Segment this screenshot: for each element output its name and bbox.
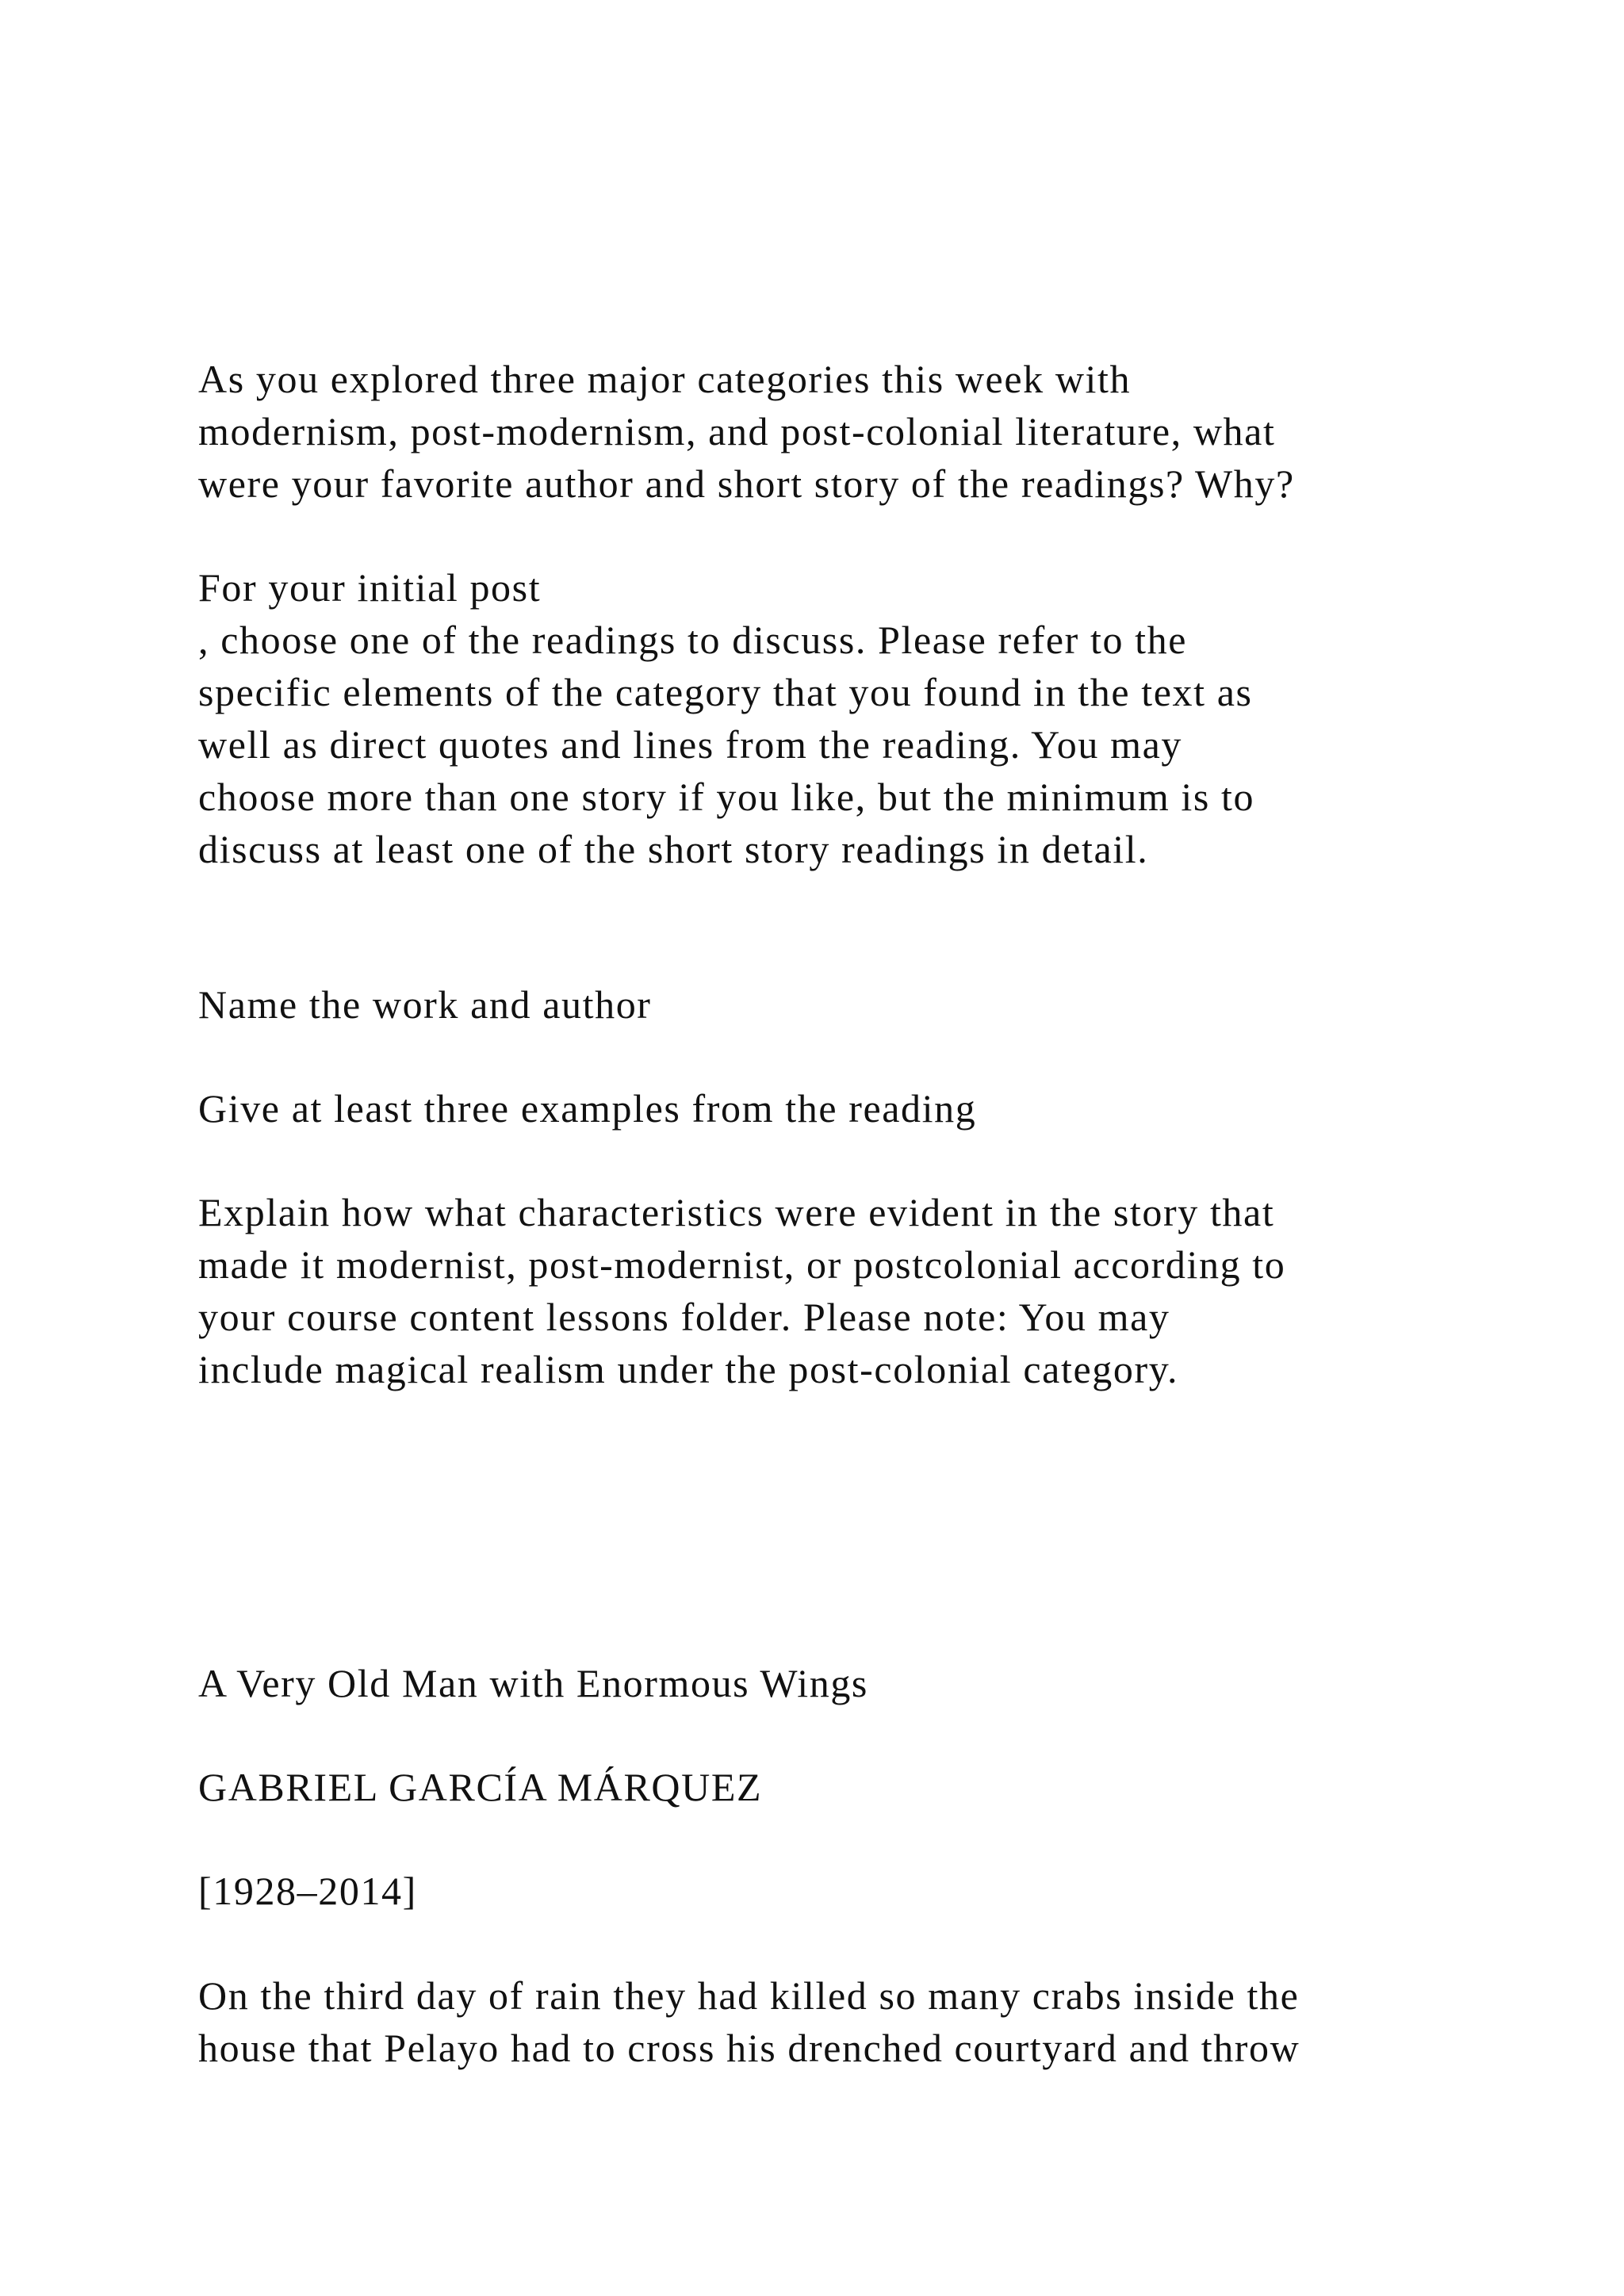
intro-line-3: were your favorite author and short story of the readings? Why? [198, 461, 1295, 506]
requirement-explain-line-3: your course content lessons folder. Please note: You may [198, 1295, 1170, 1339]
requirement-explain-line-2: made it modernist, post-modernist, or postcolonial according to [198, 1242, 1286, 1287]
story-opening-line-2: house that Pelayo had to cross his drenched courtyard and throw [198, 2026, 1300, 2070]
requirement-examples: Give at least three examples from the reading [198, 1086, 977, 1131]
initial-post-line-1: For your initial post [198, 565, 542, 610]
intro-line-1: As you explored three major categories this week with [198, 357, 1132, 401]
initial-post-line-2: , choose one of the readings to discuss. Please refer to the [198, 618, 1188, 662]
story-title: A Very Old Man with Enormous Wings [198, 1661, 868, 1705]
initial-post-line-4: well as direct quotes and lines from the reading. You may [198, 722, 1182, 767]
requirement-name-work: Name the work and author [198, 982, 652, 1027]
initial-post-line-3: specific elements of the category that you found in the text as [198, 670, 1253, 714]
initial-post-line-5: choose more than one story if you like, but the minimum is to [198, 775, 1255, 819]
story-author: GABRIEL GARCÍA MÁRQUEZ [198, 1765, 763, 1809]
initial-post-line-6: discuss at least one of the short story readings in detail. [198, 827, 1149, 871]
intro-line-2: modernism, post-modernism, and post-colonial literature, what [198, 409, 1276, 453]
story-opening-line-1: On the third day of rain they had killed so many crabs inside the [198, 1973, 1300, 2018]
requirement-explain-line-4: include magical realism under the post-colonial category. [198, 1347, 1179, 1391]
story-years: [1928–2014] [198, 1869, 417, 1913]
requirement-explain-line-1: Explain how what characteristics were evident in the story that [198, 1190, 1275, 1234]
